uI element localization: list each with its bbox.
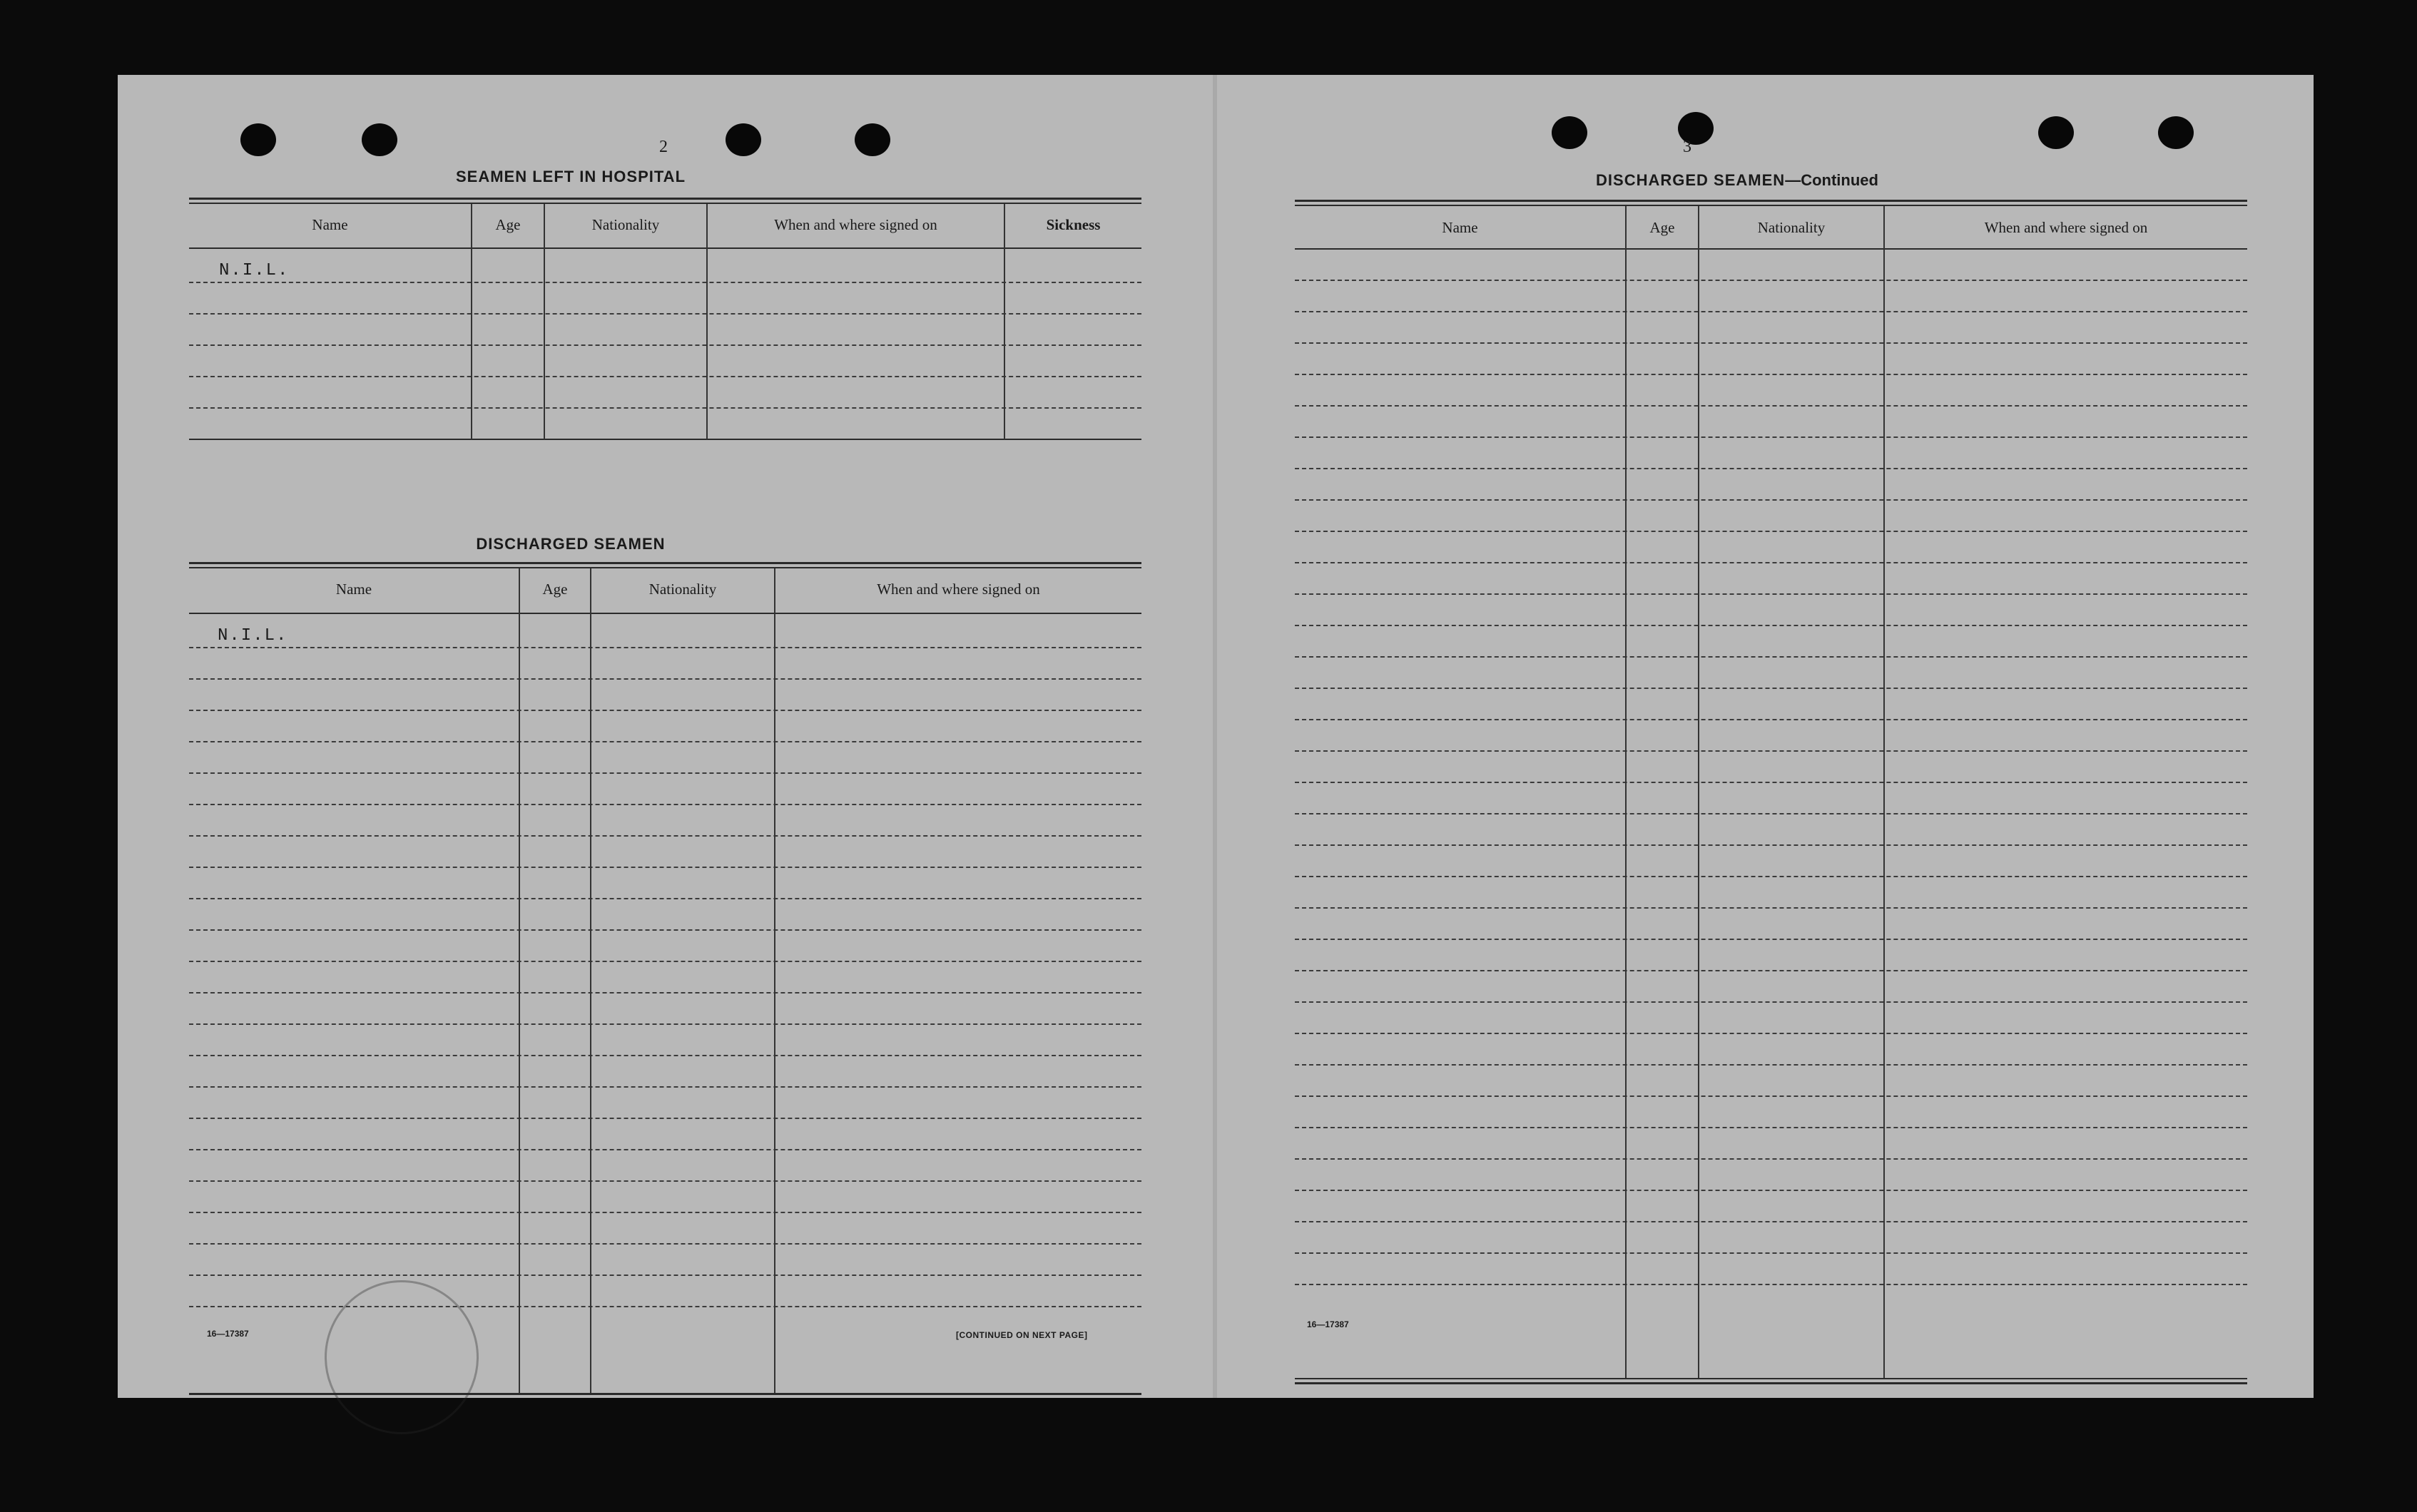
punch-hole [855,123,890,156]
punch-hole [240,123,276,156]
punch-hole [1552,116,1587,149]
hospital-entry: N.I.L. [219,261,290,280]
page-number: 3 [1683,138,1691,156]
form-number: 16—17387 [207,1329,249,1339]
punch-hole [362,123,397,156]
title-continued: —Continued [1785,171,1878,189]
document-sheet [118,75,2314,1398]
discharged-continued-table [1295,200,2247,1398]
col-header-name: Name [1442,219,1478,236]
continued-note: [CONTINUED ON NEXT PAGE] [956,1330,1088,1340]
col-header-name: Name [335,581,372,598]
col-header-age: Age [495,216,521,233]
form-number: 16—17387 [1307,1319,1349,1329]
hospital-section-title: SEAMEN LEFT IN HOSPITAL [455,168,686,185]
col-header-name: Name [312,216,348,233]
punch-hole [2158,116,2194,149]
punch-hole [726,123,761,156]
col-header-age: Age [542,581,568,598]
right-page [1216,75,2314,1398]
punch-hole [2038,116,2074,149]
col-header-nationality: Nationality [648,581,717,598]
discharged-continued-title [1559,171,1915,190]
title-main: DISCHARGED SEAMEN [1596,171,1786,189]
col-header-nationality: Nationality [591,216,660,233]
page-number: 2 [659,138,668,156]
col-header-sickness: Sickness [1046,216,1101,233]
hospital-table [189,198,1141,519]
discharged-section-title: DISCHARGED SEAMEN [476,535,666,553]
left-page [118,75,1213,1398]
col-header-signed-on: When and where signed on [1984,219,2148,236]
col-header-signed-on: When and where signed on [774,216,937,233]
discharged-table [189,562,1141,1404]
official-stamp [325,1280,479,1434]
col-header-nationality: Nationality [1757,219,1826,236]
discharged-entry: N.I.L. [218,626,288,645]
col-header-signed-on: When and where signed on [877,581,1040,598]
col-header-age: Age [1649,219,1675,236]
